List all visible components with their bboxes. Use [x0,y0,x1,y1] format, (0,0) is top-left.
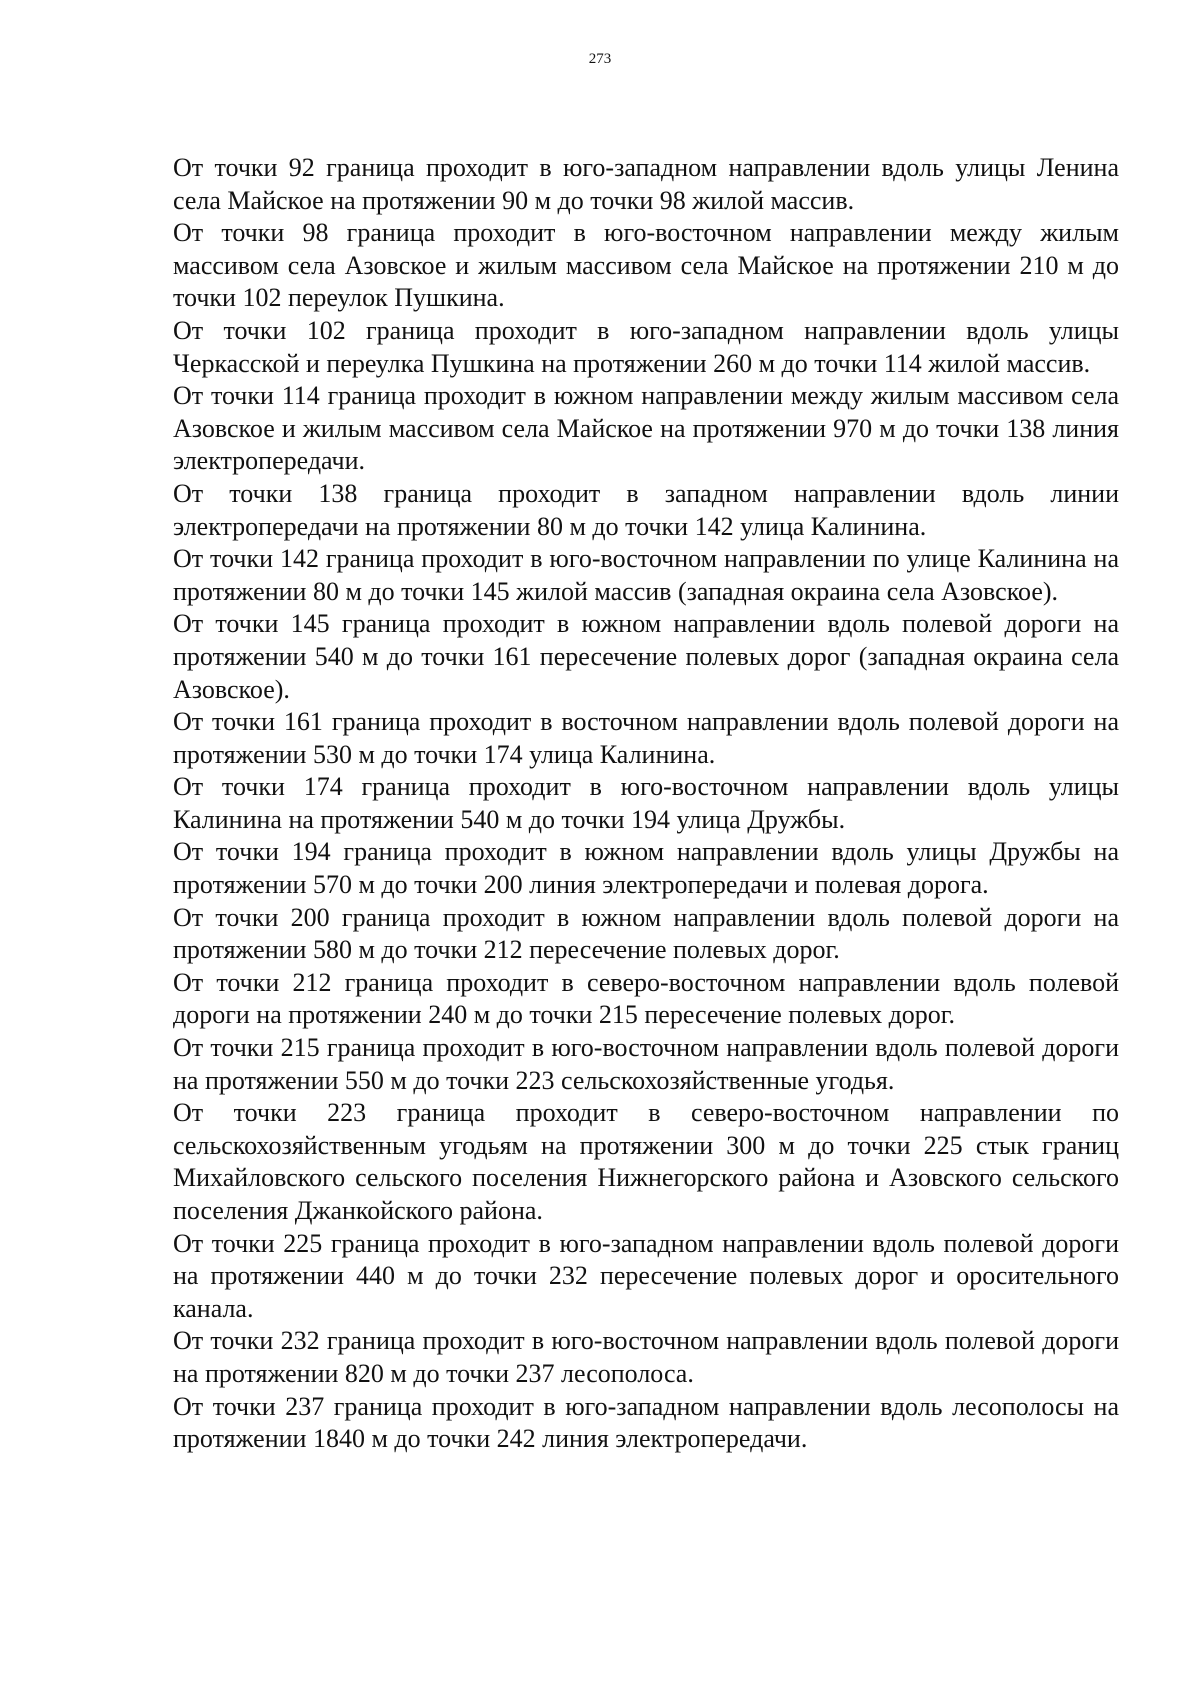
page-number: 273 [588,51,612,67]
paragraph-point-138: От точки 138 граница проходит в западном направлении вдоль линии электропередачи на протяжении 80 м до точки 142 улица Калинина. [173,478,1119,541]
paragraph-point-194: От точки 194 граница проходит в южном направлении вдоль улицы Дружбы на протяжении 570 м до точки 200 линия электропередачи и полевая дорога. [173,837,1119,900]
paragraph-point-161: От точки 161 граница проходит в восточном направлении вдоль полевой дороги на протяжении 530 м до точки 174 улица Калинина. [173,707,1119,769]
paragraph-point-225: От точки 225 граница проходит в юго-западном направлении вдоль полевой дороги на протяжении 440 м до точки 232 пересечение полевых дорог и оросительного канала. [173,1228,1119,1323]
paragraph-point-114: От точки 114 граница проходит в южном направлении между жилым массивом села Азовское и жилым массивом села Майское на протяжении 970 м до точки 138 линия электропередачи. [173,381,1119,476]
paragraph-point-232: От точки 232 граница проходит в юго-восточном направлении вдоль полевой дороги на протяжении 820 м до точки 237 лесополоса. [173,1326,1119,1388]
paragraph-point-102: От точки 102 граница проходит в юго-западном направлении вдоль улицы Черкасской и переулка Пушкина на протяжении 260 м до точки 114 жилой массив. [173,315,1119,378]
paragraph-point-174: От точки 174 граница проходит в юго-восточном направлении вдоль улицы Калинина на протяжении 540 м до точки 194 улица Дружбы. [173,772,1119,834]
paragraph-point-215: От точки 215 граница проходит в юго-восточном направлении вдоль полевой дороги на протяжении 550 м до точки 223 сельскохозяйственные угодья. [173,1033,1119,1095]
paragraph-point-145: От точки 145 граница проходит в южном направлении вдоль полевой дороги на протяжении 540 м до точки 161 пересечение полевых дорог (западная окраина села Азовское). [173,609,1119,704]
paragraph-point-92: От точки 92 граница проходит в юго-западном направлении вдоль улицы Ленина села Майское на протяжении 90 м до точки 98 жилой массив. [173,153,1119,215]
paragraph-point-98: От точки 98 граница проходит в юго-восточном направлении между жилым массивом села Азовское и жилым массивом села Майское на протяжении 210 м до точки 102 переулок Пушкина. [173,218,1119,313]
document-body [173,152,1119,1456]
paragraph-point-237: От точки 237 граница проходит в юго-западном направлении вдоль лесополосы на протяжении 1840 м до точки 242 линия электропередачи. [173,1391,1119,1454]
paragraph-point-223: От точки 223 граница проходит в северо-восточном направлении по сельскохозяйственным угодьям на протяжении 300 м до точки 225 стык границ Михайловского сельского поселения Нижнегорского района и Азовского сельского поселения Джанкойского района. [173,1098,1119,1225]
paragraph-point-200: От точки 200 граница проходит в южном направлении вдоль полевой дороги на протяжении 580 м до точки 212 пересечение полевых дорог. [173,902,1119,965]
paragraph-point-212: От точки 212 граница проходит в северо-восточном направлении вдоль полевой дороги на протяжении 240 м до точки 215 пересечение полевых дорог. [173,967,1119,1030]
paragraph-point-142: От точки 142 граница проходит в юго-восточном направлении по улице Калинина на протяжении 80 м до точки 145 жилой массив (западная окраина села Азовское). [173,544,1119,606]
